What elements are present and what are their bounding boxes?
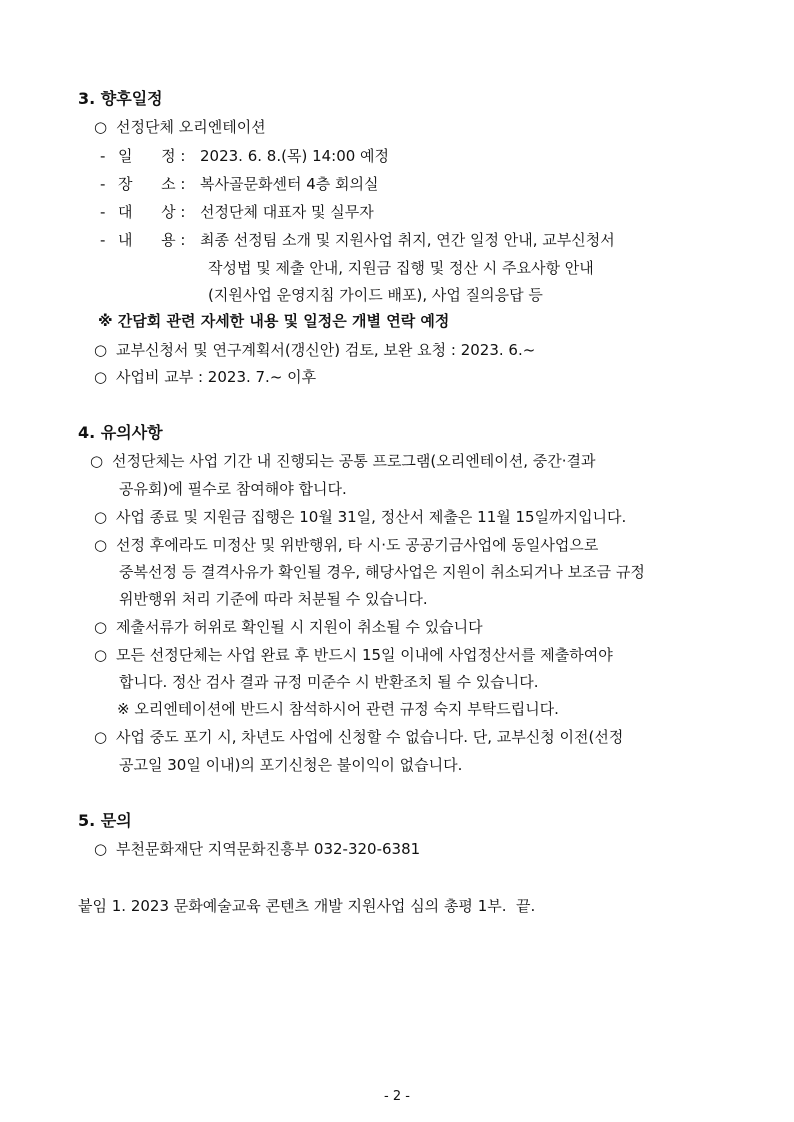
detail-continuation: 작성법 및 제출 안내, 지원금 집행 및 정산 시 주요사항 안내 — [208, 259, 594, 277]
list-item-continuation: 중복선정 등 결격사유가 확인될 경우, 해당사업은 지원이 취소되거나 보조금 규정 — [119, 563, 645, 581]
list-item — [94, 367, 316, 387]
list-item-continuation: 공유회)에 필수로 참여해야 합니다. — [119, 480, 347, 498]
detail-label: 장 소 : — [118, 175, 186, 193]
list-item-text: 선정 후에라도 미정산 및 위반행위, 타 시·도 공공기금사업에 동일사업으로 — [116, 536, 599, 554]
detail-label: 일 정 : — [118, 147, 186, 165]
detail-row: - 대 상 : 선정단체 대표자 및 실무자 — [100, 203, 374, 221]
detail-value: 최종 선정팀 소개 및 지원사업 취지, 연간 일정 안내, 교부신청서 — [200, 231, 615, 249]
detail-value: 2023. 6. 8.(목) 14:00 예정 — [200, 147, 390, 165]
section-5-heading: 5. 문의 — [78, 811, 132, 830]
list-item — [94, 117, 266, 137]
contact-text: 부천문화재단 지역문화진흥부 032-320-6381 — [116, 840, 421, 858]
detail-label: 내 용 : — [118, 231, 186, 249]
list-item — [94, 645, 613, 665]
section-4-heading: 4. 유의사항 — [78, 423, 163, 442]
bullet-circle: ○ — [94, 618, 108, 636]
note: ※ 오리엔테이션에 반드시 참석하시어 관련 규정 숙지 부탁드립니다. — [117, 700, 559, 718]
bullet-circle: ○ — [94, 368, 108, 386]
list-item — [94, 727, 623, 747]
bullet-circle: ○ — [90, 452, 104, 470]
list-item — [94, 617, 483, 637]
list-item-text: 모든 선정단체는 사업 완료 후 반드시 15일 이내에 사업정산서를 제출하여야 — [116, 646, 613, 664]
list-item-text: 교부신청서 및 연구계획서(갱신안) 검토, 보완 요청 : 2023. 6.~ — [116, 341, 536, 359]
detail-row: - 장 소 : 복사골문화센터 4층 회의실 — [100, 175, 379, 193]
list-item — [94, 507, 626, 527]
list-item-continuation: 위반행위 처리 기준에 따라 처분될 수 있습니다. — [119, 590, 428, 608]
detail-row: - 일 정 : 2023. 6. 8.(목) 14:00 예정 — [100, 147, 390, 165]
list-item — [90, 451, 720, 471]
bullet-circle: ○ — [94, 341, 108, 359]
attachment-line: 붙임 1. 2023 문화예술교육 콘텐츠 개발 지원사업 심의 총평 1부. 끝. — [78, 897, 536, 915]
bullet-circle: ○ — [94, 728, 108, 746]
bullet-circle: ○ — [94, 118, 108, 136]
list-item-continuation: 합니다. 정산 검사 결과 규정 미준수 시 반환조치 될 수 있습니다. — [119, 673, 539, 691]
list-item — [94, 839, 420, 859]
list-item-text: 사업 중도 포기 시, 차년도 사업에 신청할 수 없습니다. 단, 교부신청 이전(선정 — [116, 728, 624, 746]
list-item-text: 사업비 교부 : 2023. 7.~ 이후 — [116, 368, 317, 386]
list-item-continuation: 공고일 30일 이내)의 포기신청은 불이익이 없습니다. — [119, 756, 463, 774]
detail-continuation: (지원사업 운영지침 가이드 배포), 사업 질의응답 등 — [208, 286, 543, 304]
list-item — [94, 340, 535, 360]
detail-value: 복사골문화센터 4층 회의실 — [200, 175, 379, 193]
bullet-circle: ○ — [94, 536, 108, 554]
list-item — [94, 535, 598, 555]
list-item-text: 사업 종료 및 지원금 집행은 10월 31일, 정산서 제출은 11월 15일까지입니다. — [116, 508, 627, 526]
bullet-circle: ○ — [94, 508, 108, 526]
list-item-text: 선정단체는 사업 기간 내 진행되는 공통 프로그램(오리엔테이션, 중간·결과 — [112, 452, 596, 470]
list-item-text: 선정단체 오리엔테이션 — [116, 118, 266, 136]
section-3-heading: 3. 향후일정 — [78, 89, 163, 108]
detail-row: - 내 용 : 최종 선정팀 소개 및 지원사업 취지, 연간 일정 안내, 교부신청서 — [100, 231, 615, 249]
bullet-circle: ○ — [94, 646, 108, 664]
list-item-text: 제출서류가 허위로 확인될 시 지원이 취소될 수 있습니다 — [116, 618, 483, 636]
bullet-circle: ○ — [94, 840, 108, 858]
detail-label: 대 상 : — [118, 203, 186, 221]
note: ※ 간담회 관련 자세한 내용 및 일정은 개별 연락 예정 — [98, 312, 450, 330]
page-number: - 2 - — [384, 1089, 410, 1104]
detail-value: 선정단체 대표자 및 실무자 — [200, 203, 374, 221]
